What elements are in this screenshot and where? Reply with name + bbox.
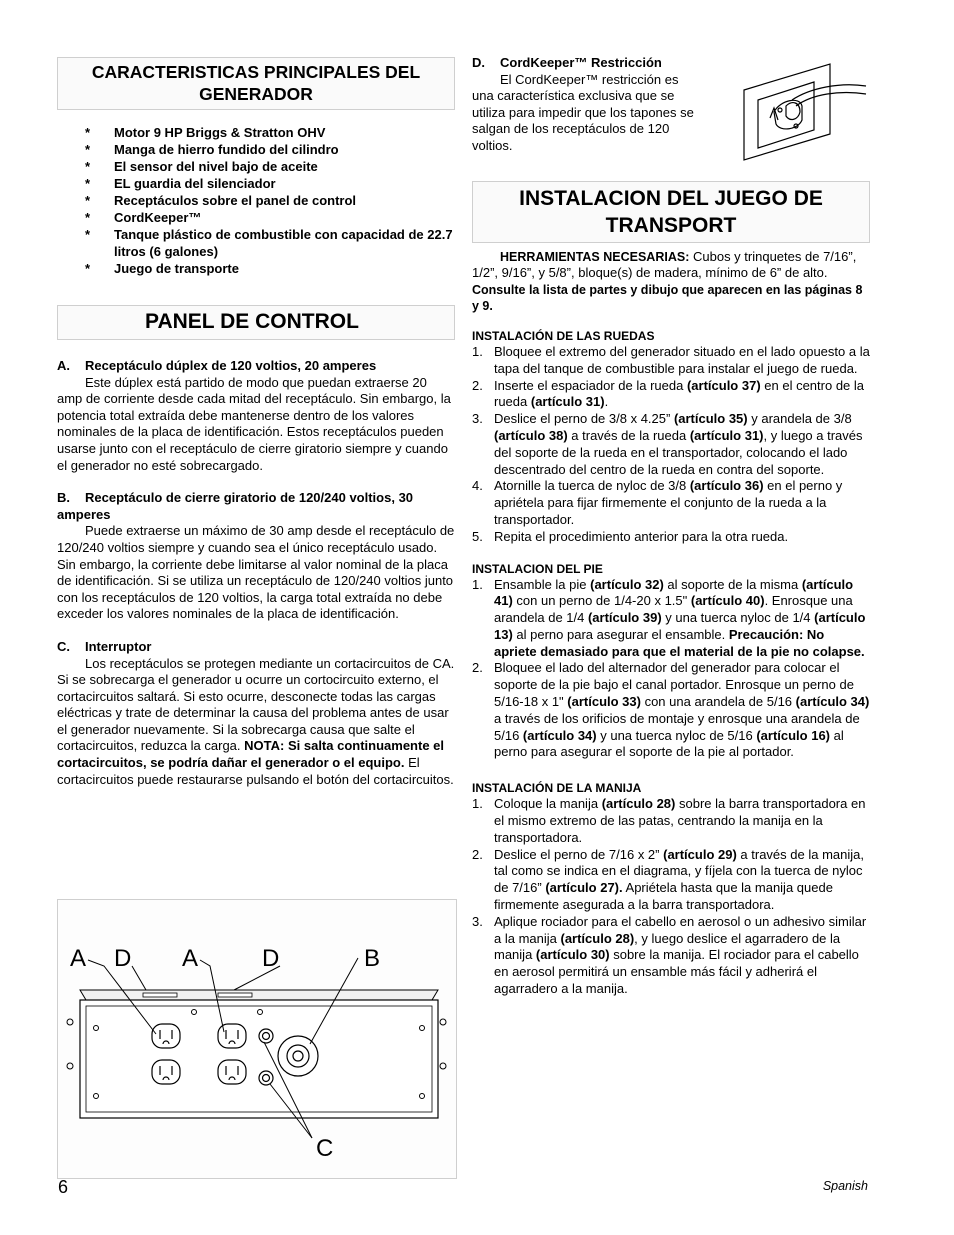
left-column xyxy=(57,57,455,788)
handle-heading: INSTALACIÓN DE LA MANIJA xyxy=(472,781,642,796)
label-d2: D xyxy=(262,945,280,972)
list-item: * Receptáculos sobre el panel de control xyxy=(85,193,357,208)
language-label: Spanish xyxy=(822,1179,868,1193)
list-item: * Manga de hierro fundido del cilindro xyxy=(85,142,339,157)
list-item: * Juego de transporte xyxy=(85,261,239,276)
right-column xyxy=(472,55,870,998)
foot-heading: INSTALACION DEL PIE xyxy=(472,561,603,576)
install-heading: INSTALACION DEL JUEGO DE TRANSPORT xyxy=(472,181,870,243)
list-item: 1. Bloquee el extremo del generador situado en el lado opuesto a la tapa del tanque de combustible para instalar el juego de rueda. xyxy=(472,343,870,376)
section-b: B. Receptáculo de cierre giratorio de 120/240 voltios, 30 amperes Puede extraerse un máximo de 30 amp desde el receptáculo de 120/240 voltios siempre y cuando sea el único receptáculo usado. Sin embargo, la corriente debe limitarse al valor nominal de la placa de identificación. Si se utiliza un receptáculo de 120/240 voltios junto con los receptáculos de 120 voltios, la carga total extraída no debe exceder los valores nominales de la placa de identificación. xyxy=(57,490,455,622)
label-a2: A xyxy=(182,945,199,972)
consult-note: Consulte la lista de partes y dibujo que aparecen en las páginas 8 y 9. xyxy=(472,282,863,314)
list-item: 1. Ensamble la pie (artículo 32) al soporte de la misma (artículo 41) con un perno de 1/4-20 x 1.5" (artículo 40). Enrosque una arandela de 1/4 (artículo 39) y una tuerca nyloc de 1/4 (artículo 13) al perno para asegurar el ensamble. Precaución: No apriete demasiado para que el material de la pie no colapse. xyxy=(472,576,866,659)
features-list xyxy=(85,124,455,277)
wheels-heading: INSTALACIÓN DE LAS RUEDAS xyxy=(472,328,655,343)
list-item: 5. Repita el procedimiento anterior para la otra rueda. xyxy=(472,528,789,544)
cordkeeper-section: D. CordKeeper™ Restricción El CordKeeper™ restricción es una característica exclusiva que se utiliza para impedir que los tapones se salgan de los receptáculos de 120 voltios. xyxy=(472,55,694,153)
foot-steps xyxy=(472,577,870,762)
handle-steps xyxy=(472,796,870,998)
label-c: C xyxy=(316,1135,334,1162)
list-item: 3. Deslice el perno de 3/8 x 4.25” (artículo 35) y arandela de 3/8 (artículo 38) a través de la rueda (artículo 31), y luego a través del soporte de la rueda en el transportador, colocando el lado descentrado del centro de la rueda en contra del soporte. xyxy=(472,411,863,477)
label-a1: A xyxy=(70,945,87,972)
label-b: B xyxy=(364,945,381,972)
section-a: A. Receptáculo dúplex de 120 voltios, 20 amperes Este dúplex está partido de modo que puedan extraerse 20 amp de corriente desde cada mitad del receptáculo. Sin embargo, la potencia total extraída debe mantenerse dentro de los valores nominales de la placa de identificación. Estos receptáculos pueden usarse junto con el receptáculo de cierre giratorio siempre y cuando el generador no esté sobrecargado. xyxy=(57,358,451,473)
list-item: * CordKeeper™ xyxy=(85,210,202,225)
list-item: 3. Aplique rociador para el cabello en aerosol o un adhesivo similar a la manija (artículo 28), y luego deslice el agarradero de la manija (artículo 30) sobre la manija. El rociador para el cabello en aerosol permitirá un ensamble más fácil y adherirá el agarradero a la manija. xyxy=(472,913,867,997)
wheels-steps xyxy=(472,344,870,546)
list-item: 2. Bloquee el lado del alternador del generador para colocar el soporte de la pie bajo el canal portador. Enrosque un perno de 5/16-18 x 1" (artículo 33) con una arandela de 5/16 (artículo 34) a través de los orificios de montaje y enrosque una arandela de 5/16 (artículo 34) y una tuerca nyloc de 5/16 (artículo 16) al perno para asegurar el soporte de la pie al portador. xyxy=(472,660,870,760)
list-item: 4. Atornille la tuerca de nyloc de 3/8 (artículo 36) en el perno y apriétela para fijar firmemente el conjunto de la rueda a la transportador. xyxy=(472,478,843,527)
control-panel-figure xyxy=(57,899,457,1179)
list-item: * Motor 9 HP Briggs & Stratton OHV xyxy=(85,125,326,140)
label-d1: D xyxy=(114,945,132,972)
panel-heading: PANEL DE CONTROL xyxy=(57,305,455,340)
page-number: 6 xyxy=(58,1177,69,1197)
section-c: C. Interruptor Los receptáculos se protegen mediante un cortacircuitos de CA. Si se sobrecarga el generador u ocurre un cortocircuito externo, el cortacircuitos saltará. Si esto ocurre, desconecte todas las cargas eléctricas y trate de determinar la causa del problema antes de usar el generador nuevamente. Si la sobrecarga causa que salte el cortacircuitos, reduzca la carga. NOTA: Si salta continuamente el cortacircuitos, se podría dañar el generador o el equipo. El cortacircuitos puede restaurarse pulsando el botón del cortacircuitos. xyxy=(57,638,455,787)
list-item: 2. Deslice el perno de 7/16 x 2” (artículo 29) a través de la manija, tal como se indica en el diagrama, y fíjela con la tuerca de nyloc de 7/16” (artículo 27). Apriétela hasta que la manija quede firmemente asegurada a la barra transportadora. xyxy=(472,846,864,913)
list-item: 1. Coloque la manija (artículo 28) sobre la barra transportadora en el mismo extremo de las patas, centrando la manija en la transportadora. xyxy=(472,796,866,845)
cordkeeper-illustration xyxy=(740,60,870,164)
list-item: * EL guardia del silenciador xyxy=(85,176,276,191)
control-panel-drawing xyxy=(58,900,456,1178)
list-item: * El sensor del nivel bajo de aceite xyxy=(85,159,318,174)
list-item: * Tanque plástico de combustible con capacidad de 22.7 litros (6 galones) xyxy=(85,227,453,259)
list-item: 2. Inserte el espaciador de la rueda (artículo 37) en el centro de la rueda (artículo 31). xyxy=(472,377,865,410)
tools-paragraph: HERRAMIENTAS NECESARIAS: Cubos y trinquetes de 7/16”, 1/2”, 9/16”, y 5/8”, bloque(s) de madera, mínimo de 6” de alto. xyxy=(472,248,857,281)
features-heading: CARACTERISTICAS PRINCIPALES DEL GENERADOR xyxy=(57,57,455,110)
